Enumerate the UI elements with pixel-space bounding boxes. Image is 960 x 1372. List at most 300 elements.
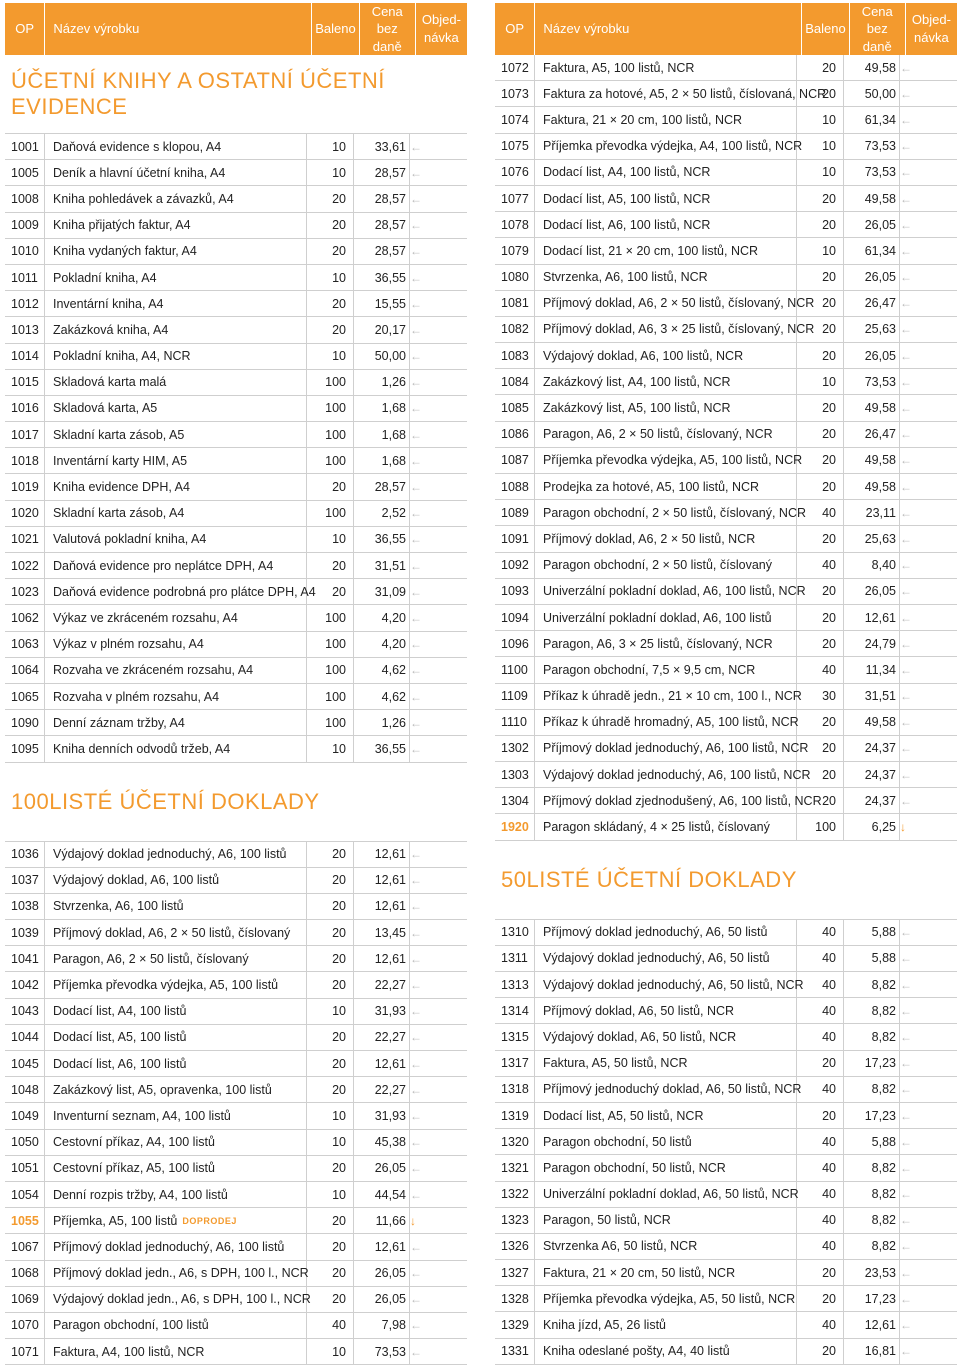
order-field[interactable]: [914, 1312, 957, 1337]
product-name-text: Skladní karta zásob, A5: [53, 427, 185, 442]
package-qty: 20: [307, 972, 354, 997]
table-row: [495, 500, 957, 526]
price: 28,57: [354, 186, 410, 211]
order-field[interactable]: [914, 55, 957, 80]
product-name-text: Dodací list, A6, 100 listů, NCR: [543, 217, 711, 232]
product-code: 1065: [5, 684, 45, 709]
product-name: [535, 317, 815, 342]
product-code: 1018: [5, 448, 45, 473]
section-title: 50LISTÉ ÚČETNÍ DOKLADY: [495, 841, 957, 920]
order-field[interactable]: [424, 920, 467, 945]
arrow-left-icon: ←: [900, 1318, 912, 1333]
order-field[interactable]: [914, 762, 957, 787]
product-code: 1085: [495, 395, 535, 420]
package-qty: 20: [797, 1260, 844, 1285]
arrow-left-icon: ←: [900, 1213, 912, 1228]
arrow-left-icon: ←: [410, 322, 422, 337]
order-field[interactable]: [914, 134, 957, 159]
order-field[interactable]: [914, 1051, 957, 1076]
order-field[interactable]: [914, 1260, 957, 1285]
order-field[interactable]: [914, 684, 957, 709]
package-qty: 40: [797, 500, 844, 525]
product-name: [45, 999, 307, 1024]
price: 50,00: [354, 344, 410, 369]
product-name: [45, 946, 307, 971]
table-row: [495, 1024, 957, 1050]
table-row: [495, 1182, 957, 1208]
order-field[interactable]: [424, 579, 467, 604]
price: 26,05: [844, 212, 900, 237]
product-code: 1005: [5, 160, 45, 185]
price: 31,93: [354, 999, 410, 1024]
arrow-left-icon: ←: [900, 427, 912, 442]
order-field[interactable]: [424, 894, 467, 919]
order-field[interactable]: [424, 868, 467, 893]
order-field[interactable]: [424, 1339, 467, 1364]
header-op: OP: [5, 3, 45, 55]
product-name: [45, 1234, 307, 1259]
product-name: [535, 1051, 797, 1076]
product-name-text: Stvrzenka, A6, 100 listů: [53, 899, 184, 914]
order-field[interactable]: [424, 605, 467, 630]
order-field[interactable]: [914, 395, 957, 420]
price: 8,82: [844, 1234, 900, 1259]
package-qty: 20: [797, 265, 844, 290]
price: 24,37: [844, 788, 900, 813]
product-code: 1100: [495, 657, 535, 682]
product-code: 1323: [495, 1208, 535, 1233]
order-field[interactable]: [424, 1025, 467, 1050]
table-row: [5, 1156, 467, 1182]
product-name-text: Výdajový doklad, A6, 100 listů: [53, 873, 220, 888]
product-name-text: Dodací list, A4, 100 listů: [53, 1004, 187, 1019]
arrow-left-icon: ←: [410, 165, 422, 180]
order-field[interactable]: [914, 814, 957, 839]
arrow-left-icon: ←: [900, 139, 912, 154]
order-field[interactable]: [424, 736, 467, 761]
arrow-left-icon: ←: [900, 1082, 912, 1097]
product-code: 1008: [5, 186, 45, 211]
product-name-text: Zakázkový list, A5, opravenka, 100 listů: [53, 1082, 272, 1097]
order-field[interactable]: [914, 291, 957, 316]
order-field[interactable]: [914, 160, 957, 185]
arrow-left-icon: ←: [900, 741, 912, 756]
order-field[interactable]: [914, 500, 957, 525]
product-name: [535, 343, 797, 368]
order-field[interactable]: [424, 1287, 467, 1312]
product-name-text: Dodací list, A6, 100 listů: [53, 1056, 187, 1071]
order-field[interactable]: [914, 920, 957, 945]
price: 22,27: [354, 1025, 410, 1050]
package-qty: 20: [797, 395, 844, 420]
price: 12,61: [354, 894, 410, 919]
order-field[interactable]: [914, 1077, 957, 1102]
order-field[interactable]: [424, 710, 467, 735]
product-name-text: Příjmový doklad jednoduchý, A6, 100 listů: [53, 1239, 285, 1254]
header-baleno: Baleno: [312, 3, 359, 55]
order-field[interactable]: [424, 213, 467, 238]
package-qty: 20: [307, 920, 354, 945]
price: 49,58: [844, 186, 900, 211]
order-field[interactable]: [424, 1182, 467, 1207]
arrow-left-icon: ←: [900, 925, 912, 940]
order-field[interactable]: [914, 1208, 957, 1233]
clearance-badge: DOPRODEJ: [182, 1215, 237, 1226]
order-field[interactable]: [424, 186, 467, 211]
price: 49,58: [844, 710, 900, 735]
order-field[interactable]: [424, 448, 467, 473]
order-field[interactable]: [914, 448, 957, 473]
product-name: [535, 946, 797, 971]
order-field[interactable]: [424, 344, 467, 369]
product-name-text: Faktura, 21 × 20 cm, 50 listů, NCR: [543, 1265, 736, 1280]
package-qty: 100: [307, 448, 354, 473]
order-field[interactable]: [914, 238, 957, 263]
product-code: 1096: [495, 631, 535, 656]
product-name: [45, 1313, 307, 1338]
table-row: [495, 55, 957, 81]
order-field[interactable]: [914, 1103, 957, 1128]
header-op: OP: [495, 3, 535, 55]
product-code: 1320: [495, 1129, 535, 1154]
price: 28,57: [354, 474, 410, 499]
order-field[interactable]: [914, 1129, 957, 1154]
order-field[interactable]: [914, 422, 957, 447]
arrow-left-icon: ←: [410, 1187, 422, 1202]
order-field[interactable]: [424, 658, 467, 683]
table-row: [495, 448, 957, 474]
order-field[interactable]: [424, 1130, 467, 1155]
price: 49,58: [844, 448, 900, 473]
product-code: 1084: [495, 369, 535, 394]
price: 22,27: [354, 972, 410, 997]
product-code: 1083: [495, 343, 535, 368]
order-field[interactable]: [914, 553, 957, 578]
price: 36,55: [354, 265, 410, 290]
product-name-text: Paragon obchodní, 100 listů: [53, 1318, 209, 1333]
product-code: 1090: [5, 710, 45, 735]
order-field[interactable]: [424, 1103, 467, 1128]
product-name: [45, 1261, 307, 1286]
table-row: [495, 579, 957, 605]
package-qty: 40: [797, 1182, 844, 1207]
product-name-text: Zakázková kniha, A4: [53, 322, 169, 337]
arrow-left-icon: ←: [410, 349, 422, 364]
package-qty: 10: [797, 238, 844, 263]
order-field[interactable]: [914, 1234, 957, 1259]
product-name-text: Příjmový doklad, A6, 3 × 25 listů, číslovaný, NCR: [543, 322, 815, 337]
product-name: [535, 500, 806, 525]
product-name: [45, 684, 307, 709]
order-field[interactable]: [914, 1339, 957, 1364]
order-field[interactable]: [914, 369, 957, 394]
package-qty: 100: [307, 501, 354, 526]
price: 26,05: [354, 1287, 410, 1312]
price: 8,82: [844, 1077, 900, 1102]
price: 28,57: [354, 239, 410, 264]
order-field[interactable]: [424, 134, 467, 159]
order-field[interactable]: [424, 946, 467, 971]
package-qty: 40: [797, 998, 844, 1023]
package-qty: 20: [307, 291, 354, 316]
order-field[interactable]: [914, 1286, 957, 1311]
product-code: 1318: [495, 1077, 535, 1102]
product-name: [535, 1024, 797, 1049]
package-qty: 10: [797, 134, 844, 159]
product-name-text: Příjmový doklad zjednodušený, A6, 100 listů, NCR: [543, 793, 822, 808]
product-name-text: Výdajový doklad, A6, 50 listů, NCR: [543, 1029, 737, 1044]
package-qty: 40: [797, 1024, 844, 1049]
order-field[interactable]: [424, 474, 467, 499]
product-name: [535, 1260, 797, 1285]
header-name: Název výrobku: [45, 3, 312, 55]
order-field[interactable]: [424, 999, 467, 1024]
order-field[interactable]: [424, 553, 467, 578]
product-code: 1063: [5, 632, 45, 657]
product-name: [535, 1234, 797, 1259]
product-name-text: Stvrzenka, A6, 100 listů, NCR: [543, 270, 708, 285]
product-name: [535, 684, 802, 709]
product-name: [535, 1182, 797, 1207]
table-row: [5, 474, 467, 500]
table-row: [5, 501, 467, 527]
arrow-left-icon: ←: [410, 453, 422, 468]
price: 12,61: [354, 868, 410, 893]
arrow-left-icon: ←: [410, 610, 422, 625]
order-field[interactable]: [914, 526, 957, 551]
arrow-down-icon: ↓: [900, 820, 906, 835]
arrow-left-icon: ←: [900, 60, 912, 75]
order-field[interactable]: [424, 422, 467, 447]
order-field[interactable]: [424, 527, 467, 552]
product-name-text: Příjmový doklad, A6, 50 listů, NCR: [543, 1003, 735, 1018]
order-field[interactable]: [424, 1313, 467, 1338]
order-field[interactable]: [914, 946, 957, 971]
order-field[interactable]: [914, 736, 957, 761]
price: 61,34: [844, 107, 900, 132]
order-field[interactable]: [424, 972, 467, 997]
product-name-text: Kniha odeslané pošty, A4, 40 listů: [543, 1344, 730, 1359]
order-field[interactable]: [424, 1156, 467, 1181]
arrow-left-icon: ←: [410, 1056, 422, 1071]
product-code: 1015: [5, 370, 45, 395]
price: 11,66: [354, 1208, 410, 1233]
product-name-text: Paragon skládaný, 4 × 25 listů, číslovaný: [543, 820, 770, 835]
product-name-text: Daňová evidence s klopou, A4: [53, 139, 222, 154]
product-name-text: Kniha jízd, A5, 26 listů: [543, 1318, 666, 1333]
price: 24,79: [844, 631, 900, 656]
order-field[interactable]: [914, 998, 957, 1023]
product-name: [535, 579, 806, 604]
product-name-text: Zakázkový list, A5, 100 listů, NCR: [543, 401, 731, 416]
order-field[interactable]: [914, 657, 957, 682]
order-field[interactable]: [424, 317, 467, 342]
product-name: [45, 710, 307, 735]
price: 6,25: [844, 814, 900, 839]
order-field[interactable]: [914, 1155, 957, 1180]
order-field[interactable]: [914, 212, 957, 237]
order-field[interactable]: [424, 632, 467, 657]
order-field[interactable]: [914, 788, 957, 813]
package-qty: 20: [307, 1051, 354, 1076]
arrow-left-icon: ←: [900, 112, 912, 127]
table-row: [5, 710, 467, 736]
package-qty: 30: [797, 684, 844, 709]
arrow-left-icon: ←: [900, 1265, 912, 1280]
price: 23,53: [844, 1260, 900, 1285]
price: 11,34: [844, 657, 900, 682]
product-name-text: Příjmový doklad jedn., A6, s DPH, 100 l., NCR: [53, 1266, 309, 1281]
product-code: 1329: [495, 1312, 535, 1337]
product-name: [45, 1103, 307, 1128]
order-field[interactable]: [914, 710, 957, 735]
table-row: [495, 134, 957, 160]
order-field[interactable]: [424, 1208, 467, 1233]
order-field[interactable]: [914, 631, 957, 656]
package-qty: 20: [307, 1234, 354, 1259]
price: 24,37: [844, 762, 900, 787]
product-name-text: Pokladní kniha, A4: [53, 270, 157, 285]
product-code: 1042: [5, 972, 45, 997]
price: 12,61: [844, 605, 900, 630]
order-field[interactable]: [914, 605, 957, 630]
price: 26,47: [844, 291, 900, 316]
order-field[interactable]: [424, 265, 467, 290]
table-row: [5, 579, 467, 605]
product-name: [45, 1339, 307, 1364]
order-field[interactable]: [424, 501, 467, 526]
product-name: [535, 81, 827, 106]
arrow-left-icon: ←: [900, 977, 912, 992]
order-field[interactable]: [914, 107, 957, 132]
table-row: [5, 946, 467, 972]
price: 5,88: [844, 946, 900, 971]
product-name: [535, 657, 797, 682]
price: 8,40: [844, 553, 900, 578]
product-name: [45, 1130, 307, 1155]
package-qty: 20: [797, 736, 844, 761]
arrow-left-icon: ←: [900, 1160, 912, 1175]
package-qty: 20: [307, 1287, 354, 1312]
price: 8,82: [844, 972, 900, 997]
product-code: 1010: [5, 239, 45, 264]
order-field[interactable]: [914, 972, 957, 997]
price: 4,20: [354, 605, 410, 630]
product-code: 1037: [5, 868, 45, 893]
table-row: [495, 291, 957, 317]
product-name: [535, 1339, 797, 1364]
package-qty: 10: [307, 999, 354, 1024]
order-field[interactable]: [914, 579, 957, 604]
product-name-text: Paragon, A6, 2 × 50 listů, číslovaný: [53, 951, 249, 966]
order-field[interactable]: [424, 291, 467, 316]
product-code: 1048: [5, 1077, 45, 1102]
arrow-left-icon: ←: [900, 348, 912, 363]
price: 25,63: [844, 317, 900, 342]
product-name: [535, 605, 797, 630]
order-field[interactable]: [914, 81, 957, 106]
package-qty: 20: [797, 55, 844, 80]
product-code: 1315: [495, 1024, 535, 1049]
price: 31,09: [354, 579, 410, 604]
order-field[interactable]: [914, 186, 957, 211]
package-qty: 10: [307, 1103, 354, 1128]
table-row: [495, 1260, 957, 1286]
product-name-text: Kniha přijatých faktur, A4: [53, 218, 191, 233]
order-field[interactable]: [914, 474, 957, 499]
package-qty: 20: [797, 448, 844, 473]
arrow-left-icon: ←: [900, 1187, 912, 1202]
order-field[interactable]: [914, 1024, 957, 1049]
table-row: [495, 474, 957, 500]
price: 50,00: [844, 81, 900, 106]
product-name-text: Univerzální pokladní doklad, A6, 100 listů: [543, 610, 772, 625]
package-qty: 40: [797, 1234, 844, 1259]
order-field[interactable]: [914, 317, 957, 342]
package-qty: 20: [797, 579, 844, 604]
package-qty: 100: [797, 814, 844, 839]
order-field[interactable]: [914, 343, 957, 368]
product-name-text: Příjmový doklad, A6, 2 × 50 listů, číslovaný, NCR: [543, 296, 815, 311]
product-name: [45, 213, 307, 238]
product-code: 1110: [495, 710, 535, 735]
order-field[interactable]: [424, 370, 467, 395]
table-row: [495, 736, 957, 762]
product-name: [535, 395, 797, 420]
product-code: 1079: [495, 238, 535, 263]
product-name: [535, 1129, 797, 1154]
product-name: [535, 265, 797, 290]
package-qty: 20: [797, 605, 844, 630]
order-field[interactable]: [424, 396, 467, 421]
package-qty: 40: [797, 1155, 844, 1180]
product-code: 1076: [495, 160, 535, 185]
price: 16,81: [844, 1339, 900, 1364]
product-name-text: Inventurní seznam, A4, 100 listů: [53, 1108, 231, 1123]
product-name-text: Prodejka za hotové, A5, 100 listů, NCR: [543, 479, 760, 494]
package-qty: 40: [797, 1208, 844, 1233]
table-row: [495, 186, 957, 212]
arrow-left-icon: ←: [410, 584, 422, 599]
order-field[interactable]: [424, 842, 467, 867]
order-field[interactable]: [424, 160, 467, 185]
price: 4,20: [354, 632, 410, 657]
product-name-text: Skladová karta, A5: [53, 401, 158, 416]
order-field[interactable]: [424, 1051, 467, 1076]
product-name: [45, 579, 316, 604]
order-field[interactable]: [424, 684, 467, 709]
order-field[interactable]: [424, 1234, 467, 1259]
table-row: [5, 1103, 467, 1129]
arrow-left-icon: ←: [410, 375, 422, 390]
product-name-text: Příkaz k úhradě jedn., 21 × 10 cm, 100 l., NCR: [543, 689, 802, 704]
package-qty: 10: [307, 527, 354, 552]
order-field[interactable]: [424, 239, 467, 264]
table-row: [495, 998, 957, 1024]
table-row: [5, 370, 467, 396]
order-field[interactable]: [424, 1077, 467, 1102]
price: 12,61: [354, 1234, 410, 1259]
order-field[interactable]: [914, 265, 957, 290]
product-name-text: Příjmový jednoduchý doklad, A6, 50 listů, NCR: [543, 1082, 802, 1097]
product-code: 1109: [495, 684, 535, 709]
product-code: 1314: [495, 998, 535, 1023]
order-field[interactable]: [914, 1182, 957, 1207]
table-row: [495, 265, 957, 291]
product-name: [45, 868, 307, 893]
order-field[interactable]: [424, 1261, 467, 1286]
price: 8,82: [844, 1208, 900, 1233]
